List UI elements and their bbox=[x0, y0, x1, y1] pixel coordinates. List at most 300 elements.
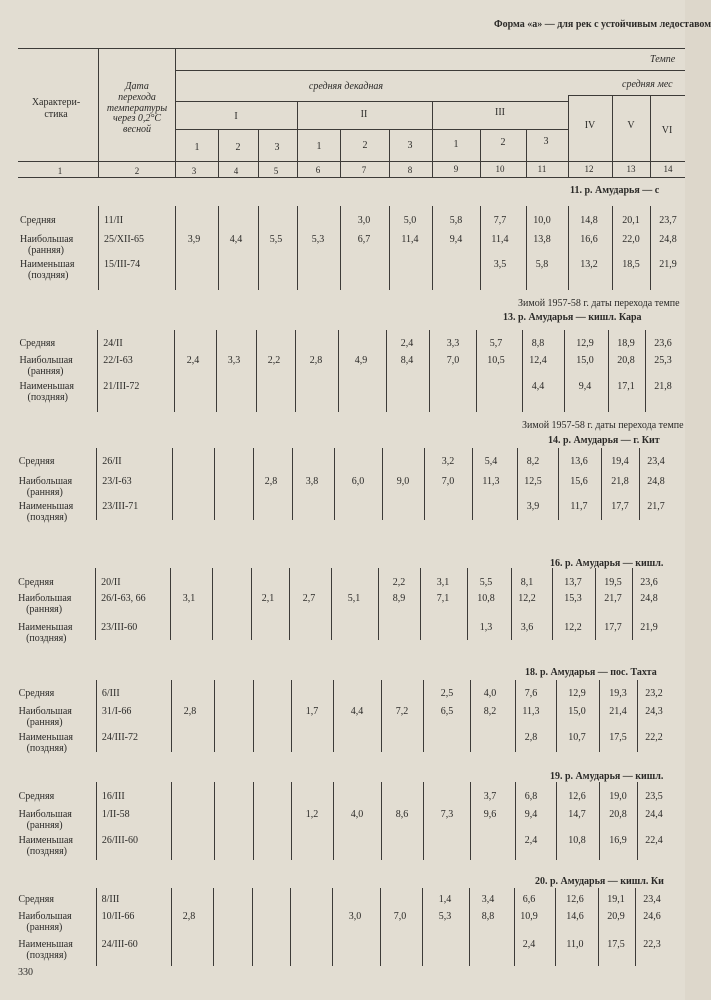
row-label-sub: (ранняя) bbox=[26, 820, 63, 831]
section-title: 14. р. Амударья — г. Кит bbox=[548, 435, 660, 446]
column-divider bbox=[601, 448, 602, 520]
data-cell: 6,8 bbox=[524, 791, 538, 802]
temp-group-label: Темпе bbox=[650, 54, 676, 65]
column-divider bbox=[96, 782, 97, 860]
data-cell: 10,8 bbox=[477, 593, 495, 604]
column-divider bbox=[295, 330, 296, 412]
data-cell: 23,6 bbox=[640, 577, 658, 588]
data-cell: 3,3 bbox=[227, 355, 241, 366]
data-cell: 16,6 bbox=[580, 234, 598, 245]
colnum-9: 9 bbox=[453, 164, 459, 174]
data-cell: 6,0 bbox=[351, 476, 365, 487]
data-cell: 19,4 bbox=[611, 456, 629, 467]
data-cell: 8,8 bbox=[531, 338, 545, 349]
column-divider bbox=[476, 330, 477, 412]
data-cell: 3,7 bbox=[483, 791, 497, 802]
data-cell: 22,2 bbox=[645, 732, 663, 743]
data-cell: 2,2 bbox=[267, 355, 281, 366]
data-cell: 3,6 bbox=[520, 622, 534, 633]
date-cell: 11/II bbox=[104, 215, 124, 226]
colnum-2: 2 bbox=[134, 166, 140, 176]
date-cell: 10/II-66 bbox=[101, 911, 135, 922]
column-divider bbox=[214, 782, 215, 860]
data-cell: 7,3 bbox=[440, 809, 454, 820]
data-cell: 12,4 bbox=[529, 355, 547, 366]
hdr-vline-6 bbox=[340, 129, 341, 177]
data-cell: 10,7 bbox=[568, 732, 586, 743]
date-cell: 24/III-60 bbox=[101, 939, 138, 950]
data-cell: 11,3 bbox=[522, 706, 540, 717]
data-cell: 6,6 bbox=[522, 894, 536, 905]
data-cell: 19,3 bbox=[609, 688, 627, 699]
data-cell: 12,2 bbox=[518, 593, 536, 604]
row-label-sub: (поздняя) bbox=[27, 392, 68, 403]
data-cell: 12,5 bbox=[524, 476, 542, 487]
hdr-vline-11 bbox=[568, 95, 569, 177]
data-cell: 7,7 bbox=[493, 215, 507, 226]
monthly-month-IV: IV bbox=[584, 120, 596, 131]
data-cell: 9,0 bbox=[396, 476, 410, 487]
row-label-sub: (поздняя) bbox=[26, 633, 67, 644]
data-cell: 25,3 bbox=[654, 355, 672, 366]
decade-num-7: 1 bbox=[453, 139, 459, 150]
data-cell: 1,7 bbox=[305, 706, 319, 717]
data-cell: 13,2 bbox=[580, 259, 598, 270]
row-label: Наибольшая bbox=[18, 593, 72, 604]
data-cell: 8,4 bbox=[400, 355, 414, 366]
colnum-rule bbox=[18, 177, 685, 178]
data-cell: 15,3 bbox=[564, 593, 582, 604]
column-divider bbox=[172, 448, 173, 520]
column-divider bbox=[253, 782, 254, 860]
hdr-vline-2 bbox=[175, 48, 176, 177]
monthly-group-label: средняя мес bbox=[622, 79, 673, 90]
data-cell: 3,5 bbox=[493, 259, 507, 270]
data-cell: 5,5 bbox=[479, 577, 493, 588]
section-title: 18. р. Амударья — пос. Тахта bbox=[525, 667, 657, 678]
data-cell: 6,7 bbox=[357, 234, 371, 245]
column-divider bbox=[98, 206, 99, 290]
column-divider bbox=[253, 680, 254, 752]
temp-group-rule bbox=[175, 70, 685, 71]
hdr-vline-1 bbox=[98, 48, 99, 177]
column-divider bbox=[96, 448, 97, 520]
column-divider bbox=[555, 888, 556, 966]
row-label: Наименьшая bbox=[18, 501, 74, 512]
column-divider bbox=[96, 680, 97, 752]
data-cell: 11,4 bbox=[491, 234, 509, 245]
data-cell: 3,1 bbox=[182, 593, 196, 604]
monthly-month-VI: VI bbox=[661, 125, 673, 136]
data-cell: 5,4 bbox=[484, 456, 498, 467]
data-cell: 2,5 bbox=[440, 688, 454, 699]
decade-num-4: 1 bbox=[316, 141, 322, 152]
data-cell: 3,2 bbox=[441, 456, 455, 467]
data-cell: 21,7 bbox=[647, 501, 665, 512]
data-cell: 12,6 bbox=[566, 894, 584, 905]
column-divider bbox=[171, 888, 172, 966]
decade-month-II: II bbox=[360, 109, 368, 120]
column-divider bbox=[422, 888, 423, 966]
column-divider bbox=[632, 568, 633, 640]
row-label: Средняя bbox=[18, 894, 55, 905]
data-cell: 2,8 bbox=[264, 476, 278, 487]
date-cell: 23/III-71 bbox=[102, 501, 139, 512]
data-cell: 21,8 bbox=[654, 381, 672, 392]
column-divider bbox=[212, 568, 213, 640]
row-label-sub: (поздняя) bbox=[26, 743, 68, 754]
monthly-month-V: V bbox=[627, 120, 635, 131]
date-cell: 22/I-63 bbox=[103, 355, 133, 366]
column-divider bbox=[599, 680, 600, 752]
column-divider bbox=[595, 568, 596, 640]
data-cell: 14,6 bbox=[566, 911, 584, 922]
date-cell: 6/III bbox=[101, 688, 120, 699]
data-cell: 24,4 bbox=[645, 809, 663, 820]
data-cell: 16,9 bbox=[609, 835, 627, 846]
data-cell: 12,9 bbox=[568, 688, 586, 699]
data-cell: 2,7 bbox=[302, 593, 316, 604]
data-cell: 15,0 bbox=[568, 706, 586, 717]
data-cell: 3,9 bbox=[187, 234, 201, 245]
column-divider bbox=[650, 206, 651, 290]
column-divider bbox=[552, 568, 553, 640]
data-cell: 7,6 bbox=[524, 688, 538, 699]
data-cell: 2,8 bbox=[309, 355, 323, 366]
column-divider bbox=[469, 888, 470, 966]
date-cell: 16/III bbox=[101, 791, 125, 802]
data-cell: 21,7 bbox=[604, 593, 622, 604]
row-label: Средняя bbox=[18, 456, 55, 467]
data-cell: 5,1 bbox=[347, 593, 361, 604]
data-cell: 13,6 bbox=[570, 456, 588, 467]
column-divider bbox=[218, 206, 219, 290]
column-divider bbox=[214, 448, 215, 520]
date-cell: 15/III-74 bbox=[104, 259, 141, 270]
data-cell: 23,2 bbox=[645, 688, 663, 699]
row-label: Наибольшая bbox=[20, 234, 74, 245]
data-cell: 21,9 bbox=[659, 259, 677, 270]
column-divider bbox=[423, 680, 424, 752]
column-divider bbox=[292, 448, 293, 520]
row-label: Наибольшая bbox=[18, 706, 72, 717]
column-divider bbox=[333, 680, 334, 752]
col-date-l3: температуры bbox=[106, 103, 168, 114]
row-label-sub: (поздняя) bbox=[26, 512, 68, 523]
section-title: 20. р. Амударья — кишл. Ки bbox=[535, 876, 664, 887]
data-cell: 4,4 bbox=[350, 706, 364, 717]
row-label: Средняя bbox=[18, 577, 54, 588]
column-divider bbox=[171, 782, 172, 860]
data-cell: 2,2 bbox=[392, 577, 406, 588]
data-cell: 10,9 bbox=[520, 911, 538, 922]
row-label: Средняя bbox=[20, 215, 56, 226]
data-cell: 21,8 bbox=[611, 476, 629, 487]
column-divider bbox=[612, 206, 613, 290]
col-date-l5: весной bbox=[122, 124, 152, 135]
date-cell: 1/II-58 bbox=[101, 809, 130, 820]
decade-month-I: I bbox=[234, 111, 238, 122]
data-cell: 24,8 bbox=[640, 593, 658, 604]
column-divider bbox=[568, 206, 569, 290]
date-cell: 26/III-60 bbox=[101, 835, 138, 846]
date-cell: 20/II bbox=[101, 577, 121, 588]
column-divider bbox=[174, 330, 175, 412]
data-cell: 10,0 bbox=[533, 215, 551, 226]
column-divider bbox=[389, 206, 390, 290]
monthly-group-rule bbox=[568, 95, 685, 96]
col-date-l4: через 0,2°С bbox=[112, 113, 162, 124]
data-cell: 15,6 bbox=[570, 476, 588, 487]
column-divider bbox=[258, 206, 259, 290]
data-cell: 7,0 bbox=[446, 355, 460, 366]
decade-group-rule bbox=[175, 101, 568, 102]
column-divider bbox=[331, 568, 332, 640]
data-cell: 2,4 bbox=[186, 355, 200, 366]
data-cell: 17,1 bbox=[617, 381, 635, 392]
date-cell: 26/II bbox=[102, 456, 122, 467]
data-cell: 20,9 bbox=[607, 911, 625, 922]
colnum-12: 12 bbox=[584, 164, 594, 174]
data-cell: 11,0 bbox=[566, 939, 584, 950]
column-divider bbox=[564, 330, 565, 412]
section-title: 11. р. Амударья — с bbox=[570, 185, 660, 196]
date-cell: 31/I-66 bbox=[101, 706, 132, 717]
hdr-vline-4 bbox=[258, 129, 259, 177]
data-cell: 7,2 bbox=[395, 706, 409, 717]
column-divider bbox=[297, 206, 298, 290]
row-label: Наименьшая bbox=[18, 939, 73, 950]
data-cell: 8,1 bbox=[520, 577, 534, 588]
row-label: Наименьшая bbox=[18, 835, 74, 846]
column-divider bbox=[291, 680, 292, 752]
column-divider bbox=[598, 888, 599, 966]
data-cell: 19,1 bbox=[607, 894, 625, 905]
row-label: Средняя bbox=[19, 338, 56, 349]
column-divider bbox=[424, 448, 425, 520]
column-divider bbox=[637, 680, 638, 752]
column-divider bbox=[645, 330, 646, 412]
data-cell: 7,0 bbox=[441, 476, 455, 487]
hdr-vline-10 bbox=[526, 129, 527, 177]
data-cell: 19,0 bbox=[609, 791, 627, 802]
column-divider bbox=[334, 448, 335, 520]
data-cell: 4,4 bbox=[229, 234, 243, 245]
data-cell: 22,4 bbox=[645, 835, 663, 846]
column-divider bbox=[252, 888, 253, 966]
column-divider bbox=[380, 888, 381, 966]
column-divider bbox=[432, 206, 433, 290]
column-divider bbox=[95, 568, 96, 640]
row-label: Наименьшая bbox=[18, 622, 73, 633]
column-divider bbox=[558, 448, 559, 520]
column-divider bbox=[97, 330, 98, 412]
data-cell: 9,4 bbox=[578, 381, 592, 392]
hdr-vline-7 bbox=[389, 129, 390, 177]
date-cell: 21/III-72 bbox=[103, 381, 140, 392]
column-divider bbox=[290, 888, 291, 966]
decade-month-III: III bbox=[495, 107, 505, 118]
column-divider bbox=[480, 206, 481, 290]
decade-group-label: средняя декадная bbox=[308, 81, 384, 92]
data-cell: 18,9 bbox=[617, 338, 635, 349]
row-label: Средняя bbox=[18, 791, 55, 802]
row-label-sub: (ранняя) bbox=[26, 717, 63, 728]
column-divider bbox=[556, 680, 557, 752]
data-cell: 2,8 bbox=[183, 706, 197, 717]
row-label: Наибольшая bbox=[18, 476, 73, 487]
column-divider bbox=[382, 448, 383, 520]
colnum-6: 6 bbox=[315, 165, 321, 175]
data-cell: 1,4 bbox=[438, 894, 452, 905]
date-cell: 26/I-63, 66 bbox=[101, 593, 146, 604]
data-cell: 2,1 bbox=[261, 593, 275, 604]
row-label: Наименьшая bbox=[19, 381, 74, 392]
data-cell: 11,4 bbox=[401, 234, 419, 245]
col-characteristic-l1: Характери- bbox=[31, 97, 81, 108]
decade-num-8: 2 bbox=[500, 137, 506, 148]
col-characteristic-l2: стика bbox=[44, 109, 68, 120]
header-top-rule bbox=[18, 48, 685, 49]
column-divider bbox=[420, 568, 421, 640]
data-cell: 19,5 bbox=[604, 577, 622, 588]
decade-num-5: 2 bbox=[362, 140, 368, 151]
decade-num-9: 3 bbox=[543, 136, 549, 147]
row-label-sub: (поздняя) bbox=[26, 846, 68, 857]
data-cell: 5,8 bbox=[535, 259, 549, 270]
section-note: Зимой 1957-58 г. даты перехода темпе bbox=[518, 298, 680, 309]
data-cell: 8,9 bbox=[392, 593, 406, 604]
hdr-vline-8 bbox=[432, 101, 433, 177]
data-cell: 14,8 bbox=[580, 215, 598, 226]
data-cell: 5,7 bbox=[489, 338, 503, 349]
column-divider bbox=[467, 568, 468, 640]
decade-num-2: 2 bbox=[235, 142, 241, 153]
data-cell: 2,4 bbox=[400, 338, 414, 349]
row-label: Наименьшая bbox=[18, 732, 74, 743]
column-divider bbox=[472, 448, 473, 520]
data-cell: 5,0 bbox=[403, 215, 417, 226]
page-number: 330 bbox=[18, 967, 33, 978]
data-cell: 22,0 bbox=[622, 234, 640, 245]
data-cell: 4,0 bbox=[350, 809, 364, 820]
column-divider bbox=[556, 782, 557, 860]
column-divider bbox=[515, 680, 516, 752]
data-cell: 23,4 bbox=[643, 894, 661, 905]
column-divider bbox=[515, 782, 516, 860]
colnum-14: 14 bbox=[663, 164, 673, 174]
col-date-l1: Дата bbox=[125, 81, 149, 92]
data-cell: 22,3 bbox=[643, 939, 661, 950]
row-label-sub: (ранняя) bbox=[27, 366, 64, 377]
column-divider bbox=[470, 782, 471, 860]
date-cell: 8/III bbox=[101, 894, 120, 905]
data-cell: 17,7 bbox=[611, 501, 629, 512]
hdr-vline-13 bbox=[650, 95, 651, 177]
data-cell: 5,3 bbox=[311, 234, 325, 245]
data-cell: 20,8 bbox=[609, 809, 627, 820]
data-cell: 2,8 bbox=[182, 911, 196, 922]
column-divider bbox=[251, 568, 252, 640]
data-cell: 13,7 bbox=[564, 577, 582, 588]
row-label: Наибольшая bbox=[18, 809, 72, 820]
data-cell: 11,3 bbox=[482, 476, 500, 487]
colnum-11: 11 bbox=[537, 164, 547, 174]
data-cell: 3,1 bbox=[436, 577, 450, 588]
data-cell: 2,4 bbox=[522, 939, 536, 950]
decade-month-rule bbox=[175, 129, 568, 130]
data-cell: 10,8 bbox=[568, 835, 586, 846]
column-divider bbox=[170, 568, 171, 640]
data-cell: 23,7 bbox=[659, 215, 677, 226]
row-label-sub: (поздняя) bbox=[26, 950, 67, 961]
column-divider bbox=[511, 568, 512, 640]
colnum-4: 4 bbox=[233, 166, 239, 176]
date-cell: 23/I-63 bbox=[102, 476, 132, 487]
row-label: Наибольшая bbox=[18, 911, 72, 922]
data-cell: 3,3 bbox=[446, 338, 460, 349]
data-cell: 23,6 bbox=[654, 338, 672, 349]
data-cell: 12,6 bbox=[568, 791, 586, 802]
row-label: Наибольшая bbox=[19, 355, 73, 366]
column-divider bbox=[423, 782, 424, 860]
col-date-l2: перехода bbox=[118, 92, 156, 103]
date-cell: 25/XII-65 bbox=[104, 234, 144, 245]
data-cell: 3,4 bbox=[481, 894, 495, 905]
column-divider bbox=[96, 888, 97, 966]
data-cell: 11,7 bbox=[570, 501, 588, 512]
column-divider bbox=[381, 782, 382, 860]
data-cell: 3,8 bbox=[305, 476, 319, 487]
column-divider bbox=[338, 330, 339, 412]
data-cell: 24,3 bbox=[645, 706, 663, 717]
row-label-sub: (ранняя) bbox=[26, 487, 63, 498]
data-cell: 23,5 bbox=[645, 791, 663, 802]
data-cell: 3,9 bbox=[526, 501, 540, 512]
data-cell: 12,2 bbox=[564, 622, 582, 633]
colnum-8: 8 bbox=[407, 165, 413, 175]
colnum-10: 10 bbox=[495, 164, 505, 174]
row-label-sub: (ранняя) bbox=[26, 604, 63, 615]
column-divider bbox=[333, 782, 334, 860]
data-cell: 3,0 bbox=[348, 911, 362, 922]
colnum-3: 3 bbox=[191, 166, 197, 176]
decade-num-1: 1 bbox=[194, 142, 200, 153]
data-cell: 7,0 bbox=[393, 911, 407, 922]
data-cell: 5,5 bbox=[269, 234, 283, 245]
column-divider bbox=[378, 568, 379, 640]
column-divider bbox=[470, 680, 471, 752]
row-label: Наименьшая bbox=[20, 259, 75, 270]
decade-num-3: 3 bbox=[274, 142, 280, 153]
colnum-1: 1 bbox=[57, 166, 63, 176]
hdr-vline-5 bbox=[297, 101, 298, 177]
data-cell: 21,4 bbox=[609, 706, 627, 717]
column-divider bbox=[429, 330, 430, 412]
hdr-vline-12 bbox=[612, 95, 613, 177]
date-cell: 24/III-72 bbox=[101, 732, 138, 743]
data-cell: 17,5 bbox=[609, 732, 627, 743]
date-cell: 24/II bbox=[103, 338, 123, 349]
column-divider bbox=[639, 448, 640, 520]
date-cell: 23/III-60 bbox=[101, 622, 138, 633]
column-divider bbox=[332, 888, 333, 966]
column-divider bbox=[289, 568, 290, 640]
column-divider bbox=[256, 330, 257, 412]
data-cell: 10,5 bbox=[487, 355, 505, 366]
data-cell: 17,7 bbox=[604, 622, 622, 633]
section-note: Зимой 1957-58 г. даты перехода темпе bbox=[522, 420, 684, 431]
